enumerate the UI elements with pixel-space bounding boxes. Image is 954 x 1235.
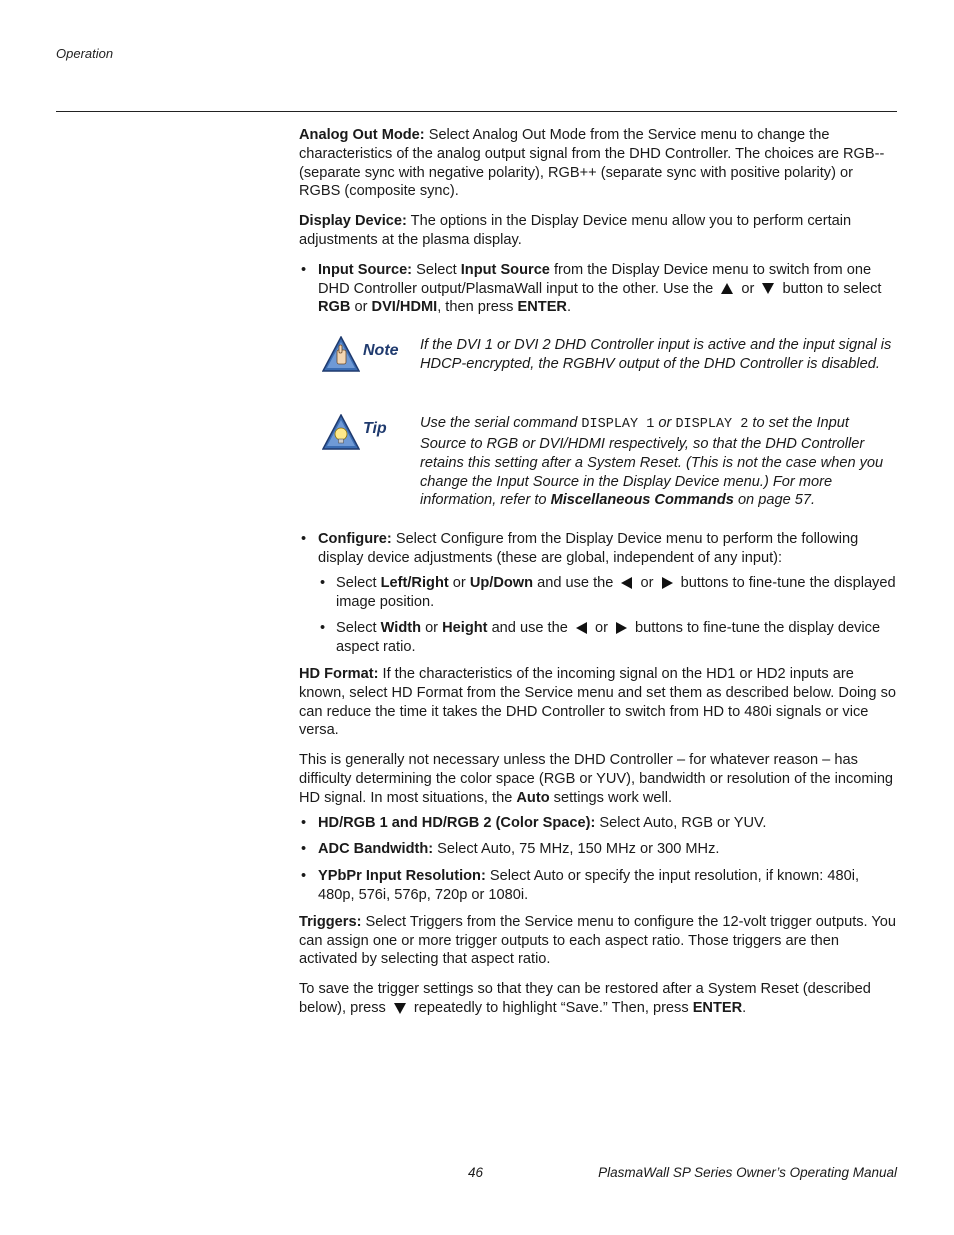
right-arrow-icon	[616, 622, 627, 634]
note-callout	[299, 336, 897, 386]
right-arrow-icon	[662, 577, 673, 589]
page-number: 46	[468, 1165, 484, 1180]
triggers-label: Triggers:	[299, 913, 362, 930]
header-rule	[56, 111, 897, 112]
tip-callout	[299, 414, 897, 510]
aspect-item: • Select Width or Height and use the or buttons to fine-tune the display device aspect ratio.	[318, 619, 897, 657]
display-device-paragraph: Display Device: The options in the Display Device menu allow you to perform certain adjustments at the plasma display.	[299, 213, 852, 248]
analog-out-paragraph: Analog Out Mode: Select Analog Out Mode from the Service menu to change the characteristics of the analog output signal from the DHD Controller. The choices are RGB-- (separate sync with negative polarity), RGB++ (separate sync with positive polarity) or RGBS (composite sync).	[299, 127, 885, 200]
down-arrow-icon	[394, 1003, 406, 1014]
tip-label: Tip	[363, 420, 387, 438]
tip-lightbulb-icon	[322, 414, 362, 454]
note-text: If the DVI 1 or DVI 2 DHD Controller input is active and the input signal is HDCP-encrypted, the RGBHV output of the DHD Controller is disabled.	[420, 337, 892, 372]
list-item: • ADC Bandwidth: Select Auto, 75 MHz, 150 MHz or 300 MHz.	[299, 840, 897, 859]
configure-sublist	[318, 574, 897, 657]
main-content	[299, 126, 897, 1029]
down-arrow-icon	[762, 283, 774, 294]
display-device-label: Display Device:	[299, 213, 407, 230]
left-arrow-icon	[621, 577, 632, 589]
hd-format-label: HD Format:	[299, 665, 379, 682]
tip-text: Use the serial command DISPLAY 1 or DISPLAY 2 to set the Input Source to RGB or DVI/HDMI respectively, so that the DHD Controller retains this setting after a System Reset. (This is not the case when you change the Input Source in the Display Device menu.) For more information, refer to Miscellaneous Commands on page 57.	[420, 415, 884, 509]
left-arrow-icon	[576, 622, 587, 634]
list-item: • HD/RGB 1 and HD/RGB 2 (Color Space): Select Auto, RGB or YUV.	[299, 814, 897, 833]
analog-out-label: Analog Out Mode:	[299, 127, 425, 143]
triggers-paragraph: Triggers: Select Triggers from the Service menu to configure the 12-volt trigger outputs. You can assign one or more trigger outputs to each aspect ratio. Those triggers are then activated by selecting that aspect ratio.	[299, 913, 897, 968]
hd-format-list	[299, 814, 897, 905]
note-label: Note	[363, 342, 399, 360]
note-hand-icon	[322, 336, 362, 376]
configure-item: • Configure: Select Configure from the Display Device menu to perform the following display device adjustments (these are global, independent of any input): • Select Left/Right or Up/Down and use the or buttons to fine-tune the displayed image position. • Select Width or Height and use the or buttons to fine-tune the display device aspect ratio.	[299, 530, 897, 657]
serial-command-1: DISPLAY 1	[581, 417, 655, 433]
hd-format-paragraph: HD Format: If the characteristics of the incoming signal on the HD1 or HD2 inputs are known, select HD Format from the Service menu and set them as described below. Doing so can reduce the time it takes the DHD Controller to switch from HD to 480i signals or vice versa.	[299, 665, 896, 739]
hd-format-note-paragraph: This is generally not necessary unless the DHD Controller – for whatever reason – has difficulty determining the color space (RGB or YUV), bandwidth or resolution of the incoming HD signal. In most situations, the Auto settings work well.	[299, 752, 894, 806]
list-item: • YPbPr Input Resolution: Select Auto or specify the input resolution, if known: 480i, 480p, 576i, 576p, 720p or 1080i.	[299, 867, 897, 905]
misc-commands-link[interactable]: Miscellaneous Commands	[550, 492, 734, 509]
triggers-save-paragraph: To save the trigger settings so that they can be restored after a System Reset (described below), press repeatedly to highlight “Save.” Then, press ENTER.	[299, 981, 871, 1016]
up-arrow-icon	[721, 283, 733, 294]
serial-command-2: DISPLAY 2	[675, 417, 749, 433]
input-source-item: • Input Source: Select Input Source from the Display Device menu to switch from one DHD Controller output/PlasmaWall input to the other. Use the or button to select RGB or DVI/HDMI, then press ENTER. Note If the DVI 1 or DVI 2 DHD Controller input is active and the input signal is HDCP-encrypted, the RGBHV output of the DHD Controller is disabled. Tip Use the serial command DISPLAY 1 or DISPLAY 2 to set the Input Source to RGB or DVI/HDMI respectively, so that the DHD Controller retains this setting after a System Reset. (This is not the case when you change the Input Source in the Display Device menu.) For more information, refer to Miscellaneous Commands on page 57.	[299, 261, 897, 510]
manual-title: PlasmaWall SP Series Owner’s Operating Manual	[598, 1165, 897, 1180]
running-header: Operation	[56, 46, 114, 61]
position-item: • Select Left/Right or Up/Down and use the or buttons to fine-tune the displayed image position.	[318, 574, 897, 612]
display-device-list	[299, 261, 897, 657]
